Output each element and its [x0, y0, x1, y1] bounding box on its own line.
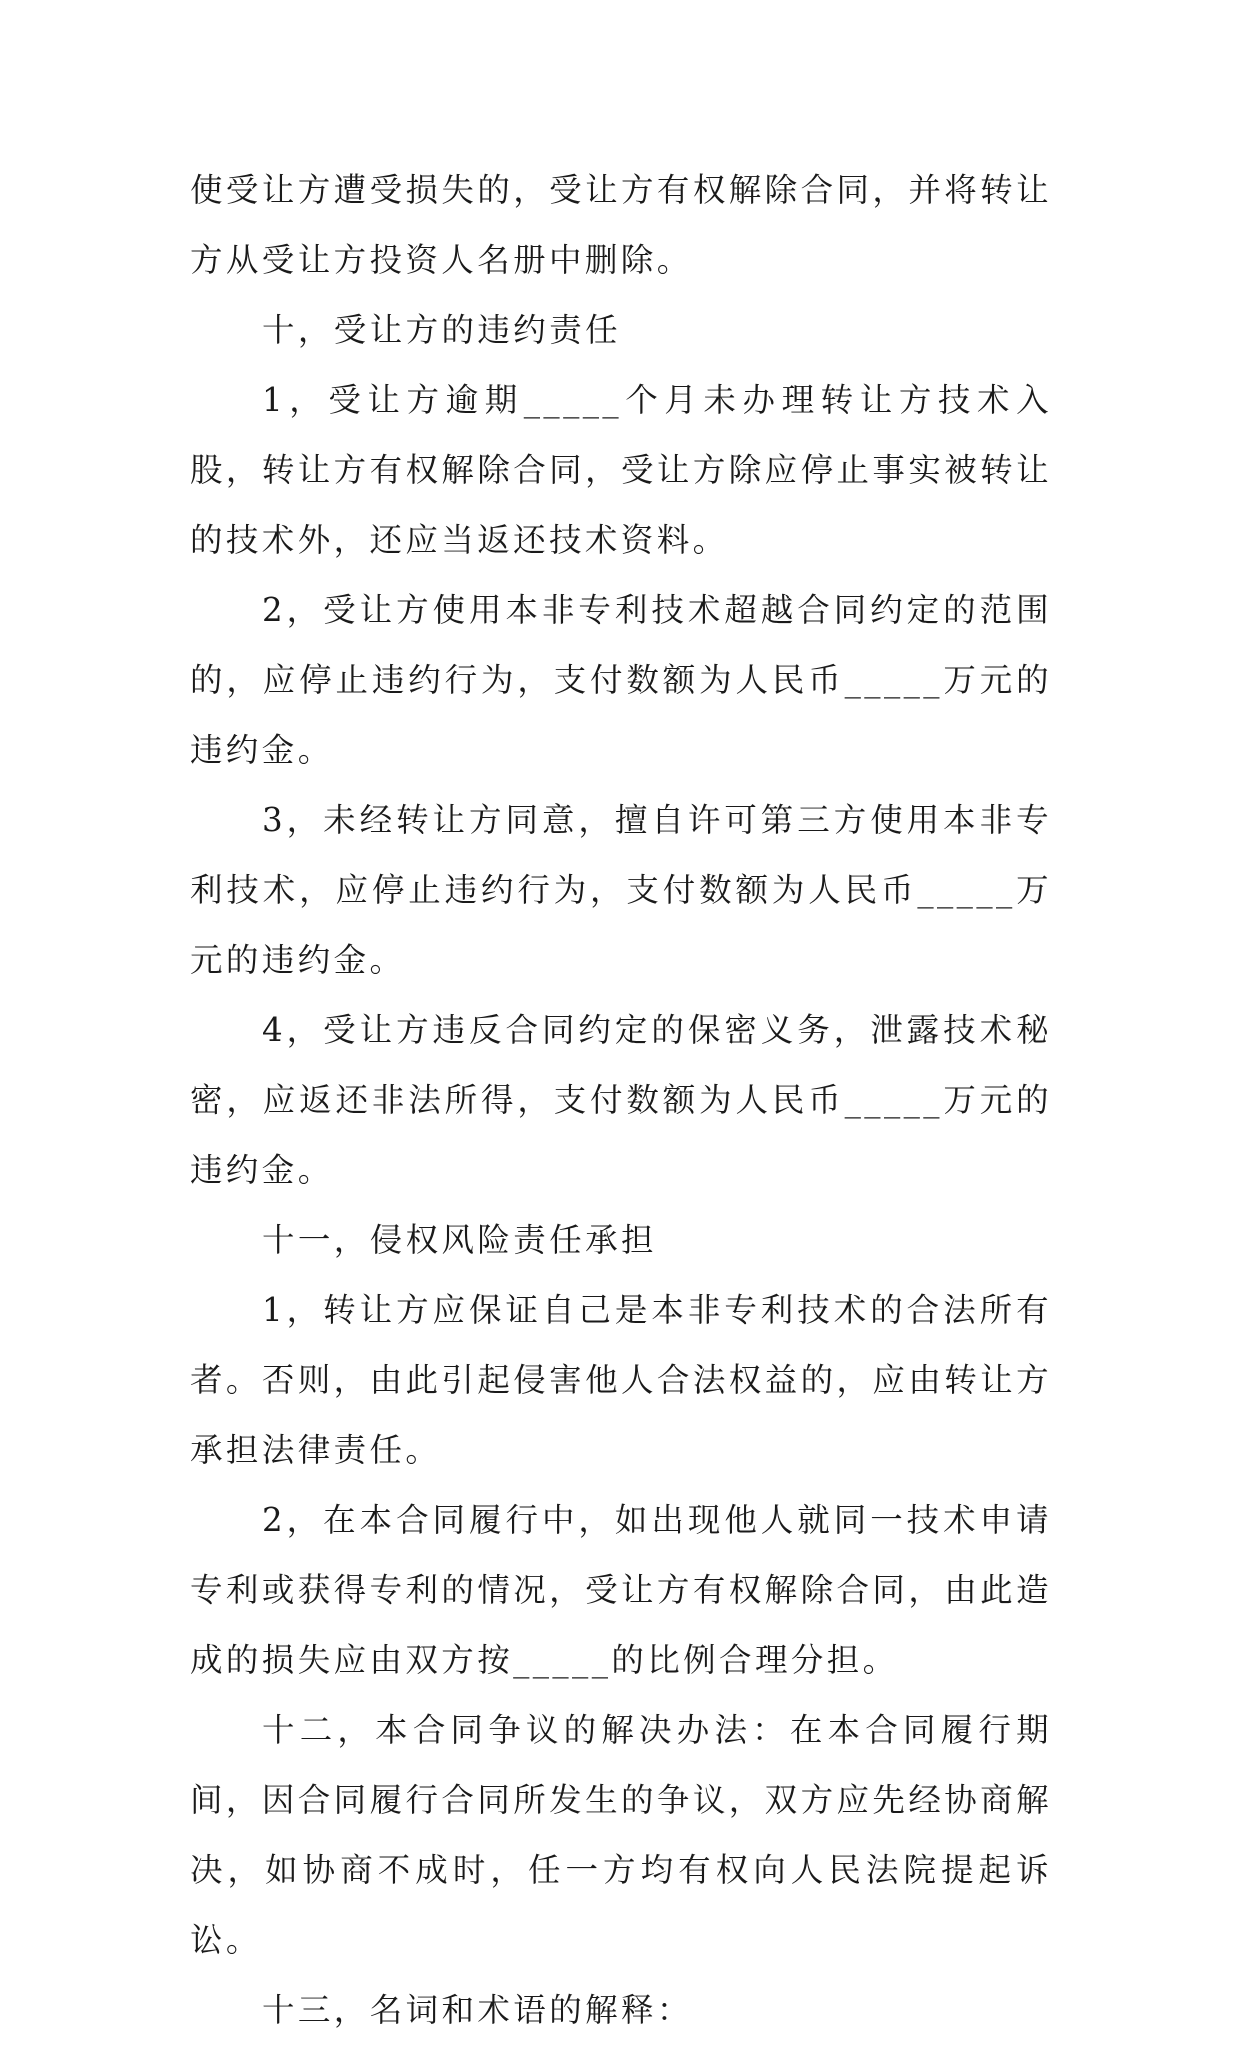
clause-10-2: 2，受让方使用本非专利技术超越合同约定的范围的，应停止违约行为，支付数额为人民币_____万元的违约金。	[190, 591, 1052, 769]
document-page	[190, 155, 1052, 2045]
section-heading-11: 十一，侵权风险责任承担	[262, 1221, 657, 1259]
paragraph-continuation: 使受让方遭受损失的，受让方有权解除合同，并将转让方从受让方投资人名册中删除。	[190, 171, 1052, 279]
clause-10-4: 4，受让方违反合同约定的保密义务，泄露技术秘密，应返还非法所得，支付数额为人民币_____万元的违约金。	[190, 1011, 1052, 1189]
section-heading-10: 十，受让方的违约责任	[262, 311, 622, 349]
clause-10-3: 3，未经转让方同意，擅自许可第三方使用本非专利技术，应停止违约行为，支付数额为人民币_____万元的违约金。	[190, 801, 1052, 979]
section-heading-13: 十三，名词和术语的解释：	[262, 1991, 693, 2029]
section-12-dispute-resolution: 十二，本合同争议的解决办法：在本合同履行期间，因合同履行合同所发生的争议，双方应先经协商解决，如协商不成时，任一方均有权向人民法院提起诉讼。	[190, 1711, 1052, 1959]
clause-11-1: 1，转让方应保证自己是本非专利技术的合法所有者。否则，由此引起侵害他人合法权益的，应由转让方承担法律责任。	[190, 1291, 1052, 1469]
clause-10-1: 1，受让方逾期_____个月未办理转让方技术入股，转让方有权解除合同，受让方除应停止事实被转让的技术外，还应当返还技术资料。	[190, 381, 1052, 559]
clause-11-2: 2，在本合同履行中，如出现他人就同一技术申请专利或获得专利的情况，受让方有权解除合同，由此造成的损失应由双方按_____的比例合理分担。	[190, 1501, 1052, 1679]
